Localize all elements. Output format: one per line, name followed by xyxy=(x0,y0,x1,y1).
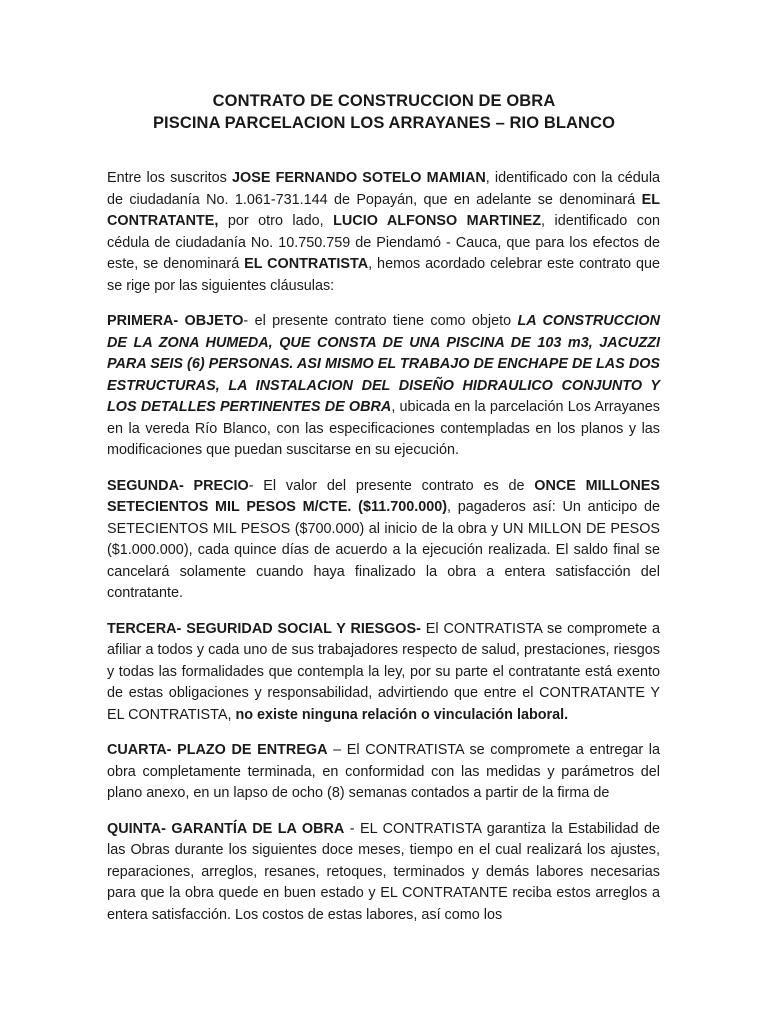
contratista-label: EL CONTRATISTA xyxy=(244,256,369,272)
intro-paragraph: Entre los suscritos JOSE FERNANDO SOTELO MAMIAN, identificado con la cédula de ciudadanía No. 1.061-731.144 de Popayán, que en adelante se denominará EL CONTRATANTE, por otro lado, LUCIO ALFONSO MARTINEZ, identificado con cédula de ciudadanía No. 10.750.759 de Piendamó - Cauca, que para los efectos de este, se denominará EL CONTRATISTA, hemos acordado celebrar este contrato que se rige por las siguientes cláusulas: xyxy=(107,170,661,294)
contract-value: ONCE MILLONES SETECIENTOS MIL PESOS M/CTE. ($11.700.000) xyxy=(107,477,660,515)
clause-heading: CUARTA- PLAZO DE ENTREGA xyxy=(107,742,328,758)
contratante-label: EL CONTRATANTE, xyxy=(107,191,660,229)
clause-primera: PRIMERA- OBJETO- el presente contrato tiene como objeto LA CONSTRUCCION DE LA ZONA HUMEDA, QUE CONSTA DE UNA PISCINA DE 103 m3, JACUZZI PARA SEIS (6) PERSONAS. ASI MISMO EL TRABAJO DE ENCHAPE DE LAS DOS ESTRUCTURAS, LA INSTALACION DEL DISEÑO HIDRAULICO CONJUNTO Y LOS DETALLES PERTINENTES DE OBRA, ubicada en la parcelación Los Arrayanes en la vereda Río Blanco, con las especificaciones contempladas en los planos y las modificaciones que puedan suscitarse en su ejecución. xyxy=(107,313,661,458)
clause-heading: SEGUNDA- PRECIO xyxy=(107,477,249,494)
clause-heading: PRIMERA- OBJETO xyxy=(107,313,244,329)
clause-segunda: SEGUNDA- PRECIO- El valor del presente contrato es de ONCE MILLONES SETECIENTOS MIL PESOS M/CTE. ($11.700.000), pagaderos así: Un anticipo de SETECIENTOS MIL PESOS ($700.000) al inicio de la obra y UN MILLON DE PESOS ($1.000.000), cada quince días de acuerdo a la ejecución realizada. El saldo final se cancelará solamente cuando haya finalizado la obra a entera satisfacción del contratante. xyxy=(107,477,661,601)
document-subtitle: PISCINA PARCELACION LOS ARRAYANES – RIO BLANCO xyxy=(152,114,616,132)
clause-tercera: TERCERA- SEGURIDAD SOCIAL Y RIESGOS- El CONTRATISTA se compromete a afiliar a todos y cada uno de sus trabajadores respecto de salud, prestaciones, riesgos y todas las formalidades que contempla la ley, por su parte el contratante está exento de estas obligaciones y responsabilidad, advirtiendo que entre el CONTRATANTE Y EL CONTRATISTA, no existe ninguna relación o vinculación laboral. xyxy=(107,620,660,723)
clause-heading: QUINTA- GARANTÍA DE LA OBRA xyxy=(107,820,345,837)
contratante-name: JOSE FERNANDO SOTELO MAMIAN xyxy=(232,170,486,186)
contratista-name: LUCIO ALFONSO MARTINEZ xyxy=(333,213,542,229)
contract-object: LA CONSTRUCCION DE LA ZONA HUMEDA, QUE CONSTA DE UNA PISCINA DE 103 m3, JACUZZI PARA SEIS (6) PERSONAS. ASI MISMO EL TRABAJO DE ENCHAPE DE LAS DOS ESTRUCTURAS, LA INSTALACION DEL DISEÑO HIDRAULICO CONJUNTO Y LOS DETALLES PERTINENTES DE OBRA xyxy=(107,313,661,415)
contract-body xyxy=(107,168,660,926)
clause-quinta: QUINTA- GARANTÍA DE LA OBRA - EL CONTRATISTA garantiza la Estabilidad de las Obras durante los siguientes doce meses, tiempo en el cual realizará los ajustes, reparaciones, arreglos, resanes, retoques, terminados y demás labores necesarias para que la obra quede en buen estado y EL CONTRATANTE reciba estos arreglos a entera satisfacción. Los costos de estas labores, así como los xyxy=(107,820,660,923)
no-labor-relation: no existe ninguna relación o vinculación laboral. xyxy=(235,706,569,723)
document-title: CONTRATO DE CONSTRUCCION DE OBRA xyxy=(212,92,556,110)
clause-heading: TERCERA- SEGURIDAD SOCIAL Y RIESGOS- xyxy=(107,620,421,637)
clause-cuarta: CUARTA- PLAZO DE ENTREGA – El CONTRATISTA se compromete a entregar la obra completamente terminada, en conformidad con las medidas y parámetros del plano anexo, en un lapso de ocho (8) semanas contados a partir de la firma de xyxy=(107,742,660,801)
